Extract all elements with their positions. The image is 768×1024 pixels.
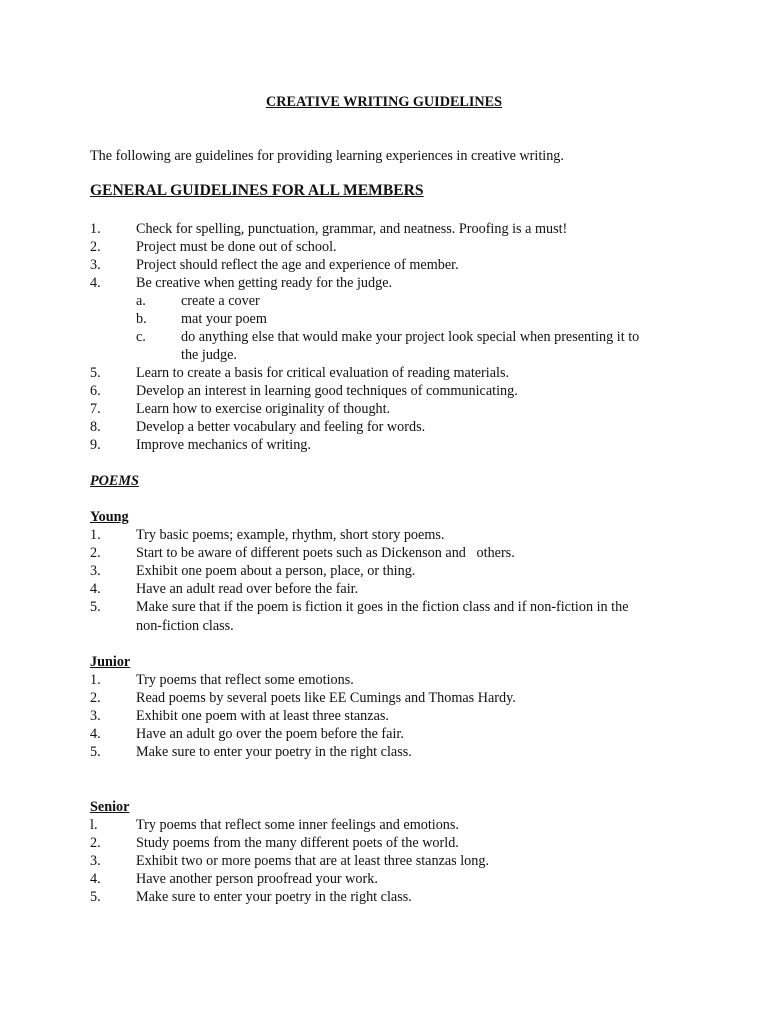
item-text: Try basic poems; example, rhythm, short story poems. [136,527,445,543]
item-number: 7. [90,401,101,417]
young-heading: Young [90,509,129,525]
item-number: 3. [90,708,101,724]
item-number: 2. [90,545,101,561]
item-text: Develop an interest in learning good techniques of communicating. [136,383,518,399]
item-text: Try poems that reflect some inner feelings and emotions. [136,817,459,833]
item-number: l. [90,817,98,833]
item-text: Learn to create a basis for critical evaluation of reading materials. [136,365,510,381]
sub-item-text: create a cover [181,293,260,309]
item-number: 1. [90,527,101,543]
item-text: Exhibit one poem with at least three stanzas. [136,708,389,724]
item-number: 2. [90,835,101,851]
item-text: Develop a better vocabulary and feeling for words. [136,419,426,435]
item-number: 1. [90,221,101,237]
item-text: Have another person proofread your work. [136,871,378,887]
item-text: non-fiction class. [136,618,234,634]
item-text: Read poems by several poets like EE Cumings and Thomas Hardy. [136,690,516,706]
item-number: 6. [90,383,101,399]
item-number: 4. [90,726,101,742]
item-number: 4. [90,275,101,291]
item-text: Have an adult read over before the fair. [136,581,359,597]
item-text: Improve mechanics of writing. [136,437,311,453]
senior-heading: Senior [90,799,130,815]
item-number: 2. [90,690,101,706]
item-number: 4. [90,871,101,887]
document-title: CREATIVE WRITING GUIDELINES [266,94,502,110]
general-guidelines-heading: GENERAL GUIDELINES FOR ALL MEMBERS [90,182,424,199]
item-number: 5. [90,889,101,905]
item-number: 2. [90,239,101,255]
item-text: Check for spelling, punctuation, grammar, and neatness. Proofing is a must! [136,221,568,237]
item-text: Learn how to exercise originality of thought. [136,401,391,417]
item-number: 3. [90,257,101,273]
item-text: Project must be done out of school. [136,239,337,255]
sub-item-text: do anything else that would make your project look special when presenting it to [181,329,640,345]
item-text: Exhibit one poem about a person, place, or thing. [136,563,416,579]
sub-item-text: the judge. [181,347,237,363]
item-number: 9. [90,437,101,453]
poems-heading: POEMS [90,473,139,489]
item-text: Try poems that reflect some emotions. [136,672,354,688]
item-text: Be creative when getting ready for the judge. [136,275,393,291]
sub-item-letter: a. [136,293,146,309]
sub-item-letter: c. [136,329,146,345]
item-text: Start to be aware of different poets such as Dickenson and others. [136,545,515,561]
item-number: 1. [90,672,101,688]
junior-heading: Junior [90,654,131,670]
item-number: 3. [90,853,101,869]
item-text: Exhibit two or more poems that are at least three stanzas long. [136,853,490,869]
item-text: Make sure to enter your poetry in the right class. [136,744,412,760]
intro-paragraph: The following are guidelines for providing learning experiences in creative writing. [90,148,564,164]
item-number: 4. [90,581,101,597]
item-number: 5. [90,744,101,760]
item-number: 8. [90,419,101,435]
item-number: 5. [90,599,101,615]
item-text: Project should reflect the age and experience of member. [136,257,459,273]
item-number: 5. [90,365,101,381]
sub-item-text: mat your poem [181,311,267,327]
item-text: Have an adult go over the poem before the fair. [136,726,404,742]
item-text: Make sure that if the poem is fiction it goes in the fiction class and if non-fiction in the [136,599,629,615]
item-number: 3. [90,563,101,579]
item-text: Make sure to enter your poetry in the right class. [136,889,412,905]
item-text: Study poems from the many different poets of the world. [136,835,459,851]
sub-item-letter: b. [136,311,147,327]
